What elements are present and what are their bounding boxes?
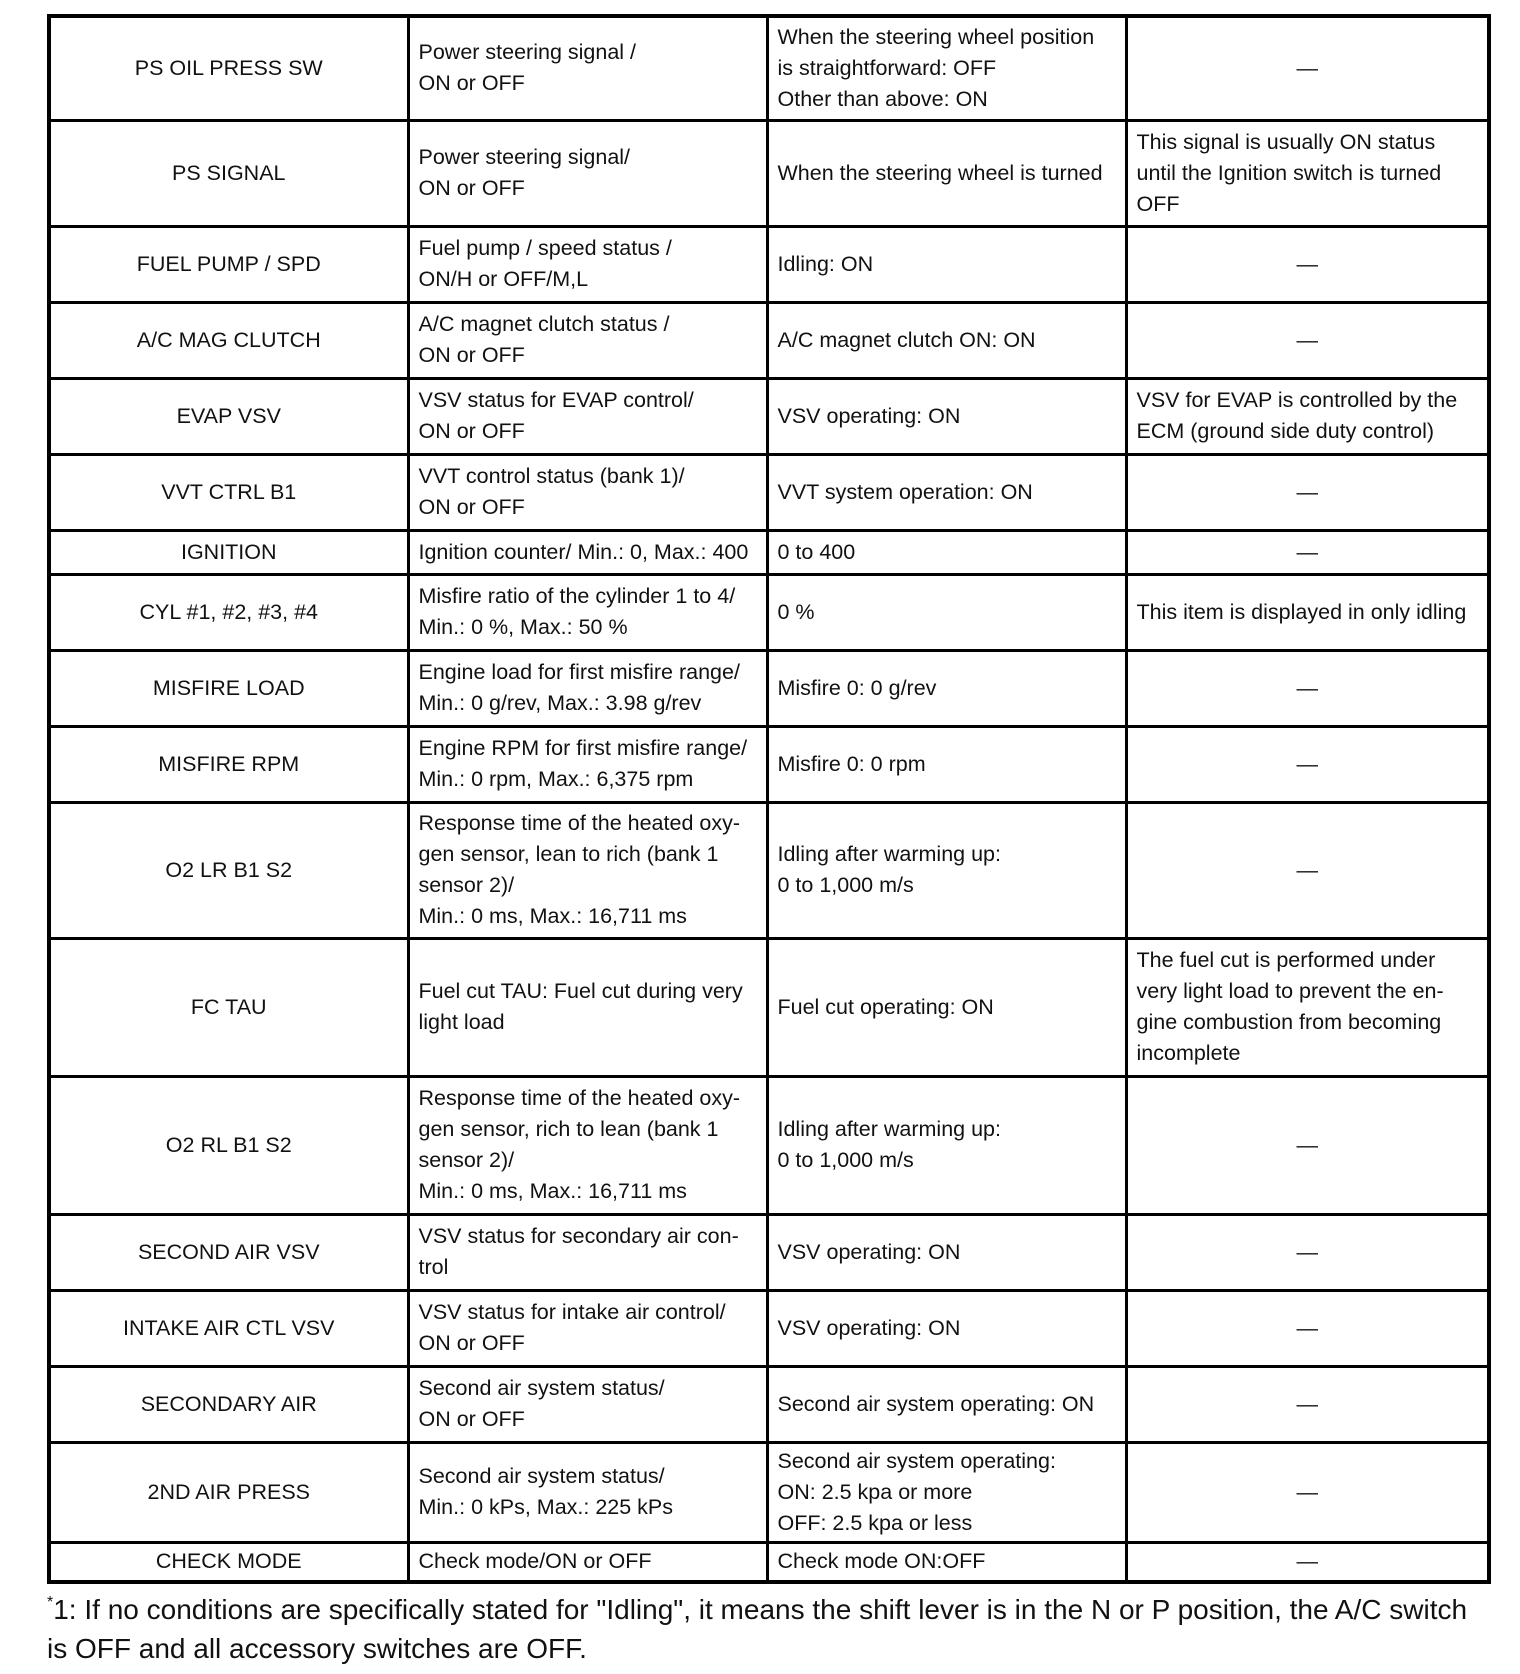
table-row bbox=[49, 574, 1489, 650]
measurement-item-cell: Second air system status/ ON or OFF bbox=[408, 1366, 767, 1442]
item-name-cell: 2ND AIR PRESS bbox=[49, 1442, 408, 1542]
diagnostic-note-cell: — bbox=[1126, 650, 1489, 726]
normal-condition-cell: Idling after warming up: 0 to 1,000 m/s bbox=[767, 1076, 1126, 1214]
measurement-item-cell: Engine RPM for first misfire range/ Min.: 0 rpm, Max.: 6,375 rpm bbox=[408, 726, 767, 802]
data-list-table bbox=[47, 14, 1491, 1584]
diagnostic-note-cell: — bbox=[1126, 1290, 1489, 1366]
footnote bbox=[47, 1590, 1487, 1668]
item-name-cell: VVT CTRL B1 bbox=[49, 454, 408, 530]
normal-condition-cell: Second air system operating: ON: 2.5 kpa or more OFF: 2.5 kpa or less bbox=[767, 1442, 1126, 1542]
measurement-item-cell: Power steering signal / ON or OFF bbox=[408, 16, 767, 120]
diagnostic-note-cell: — bbox=[1126, 530, 1489, 574]
table-row bbox=[49, 1366, 1489, 1442]
normal-condition-cell: Fuel cut operating: ON bbox=[767, 938, 1126, 1076]
item-name-cell: FC TAU bbox=[49, 938, 408, 1076]
table-body bbox=[49, 16, 1489, 1582]
measurement-item-cell: VSV status for secondary air con- trol bbox=[408, 1214, 767, 1290]
measurement-item-cell: Engine load for first misfire range/ Min.: 0 g/rev, Max.: 3.98 g/rev bbox=[408, 650, 767, 726]
footnote-marker: * bbox=[47, 1594, 54, 1611]
table-row bbox=[49, 1542, 1489, 1582]
item-name-cell: PS SIGNAL bbox=[49, 120, 408, 226]
normal-condition-cell: When the steering wheel position is straightforward: OFF Other than above: ON bbox=[767, 16, 1126, 120]
table-row bbox=[49, 302, 1489, 378]
diagnostic-note-cell: — bbox=[1126, 1366, 1489, 1442]
normal-condition-cell: A/C magnet clutch ON: ON bbox=[767, 302, 1126, 378]
normal-condition-cell: VSV operating: ON bbox=[767, 1290, 1126, 1366]
diagnostic-note-cell: — bbox=[1126, 1542, 1489, 1582]
normal-condition-cell: Misfire 0: 0 g/rev bbox=[767, 650, 1126, 726]
item-name-cell: O2 LR B1 S2 bbox=[49, 802, 408, 938]
diagnostic-note-cell: — bbox=[1126, 302, 1489, 378]
measurement-item-cell: A/C magnet clutch status / ON or OFF bbox=[408, 302, 767, 378]
normal-condition-cell: VVT system operation: ON bbox=[767, 454, 1126, 530]
measurement-item-cell: Response time of the heated oxy- gen sensor, lean to rich (bank 1 sensor 2)/ Min.: 0 ms, Max.: 16,711 ms bbox=[408, 802, 767, 938]
measurement-item-cell: Ignition counter/ Min.: 0, Max.: 400 bbox=[408, 530, 767, 574]
item-name-cell: CHECK MODE bbox=[49, 1542, 408, 1582]
table-row bbox=[49, 530, 1489, 574]
diagnostic-note-cell: This item is displayed in only idling bbox=[1126, 574, 1489, 650]
table-row bbox=[49, 650, 1489, 726]
measurement-item-cell: Power steering signal/ ON or OFF bbox=[408, 120, 767, 226]
diagnostic-note-cell: — bbox=[1126, 16, 1489, 120]
item-name-cell: MISFIRE RPM bbox=[49, 726, 408, 802]
normal-condition-cell: Second air system operating: ON bbox=[767, 1366, 1126, 1442]
item-name-cell: CYL #1, #2, #3, #4 bbox=[49, 574, 408, 650]
table-row bbox=[49, 226, 1489, 302]
table-row bbox=[49, 938, 1489, 1076]
table-row bbox=[49, 1214, 1489, 1290]
diagnostic-note-cell: — bbox=[1126, 1442, 1489, 1542]
normal-condition-cell: 0 to 400 bbox=[767, 530, 1126, 574]
diagnostic-note-cell: — bbox=[1126, 226, 1489, 302]
diagnostic-note-cell: VSV for EVAP is controlled by the ECM (ground side duty control) bbox=[1126, 378, 1489, 454]
table-row bbox=[49, 1442, 1489, 1542]
table-row bbox=[49, 120, 1489, 226]
diagnostic-note-cell: This signal is usually ON status until the Ignition switch is turned OFF bbox=[1126, 120, 1489, 226]
normal-condition-cell: Misfire 0: 0 rpm bbox=[767, 726, 1126, 802]
measurement-item-cell: Fuel pump / speed status / ON/H or OFF/M,L bbox=[408, 226, 767, 302]
item-name-cell: PS OIL PRESS SW bbox=[49, 16, 408, 120]
diagnostic-note-cell: The fuel cut is performed under very light load to prevent the en- gine combustion from becoming incomplete bbox=[1126, 938, 1489, 1076]
diagnostic-note-cell: — bbox=[1126, 1076, 1489, 1214]
measurement-item-cell: VSV status for intake air control/ ON or OFF bbox=[408, 1290, 767, 1366]
table-row bbox=[49, 16, 1489, 120]
item-name-cell: EVAP VSV bbox=[49, 378, 408, 454]
normal-condition-cell: VSV operating: ON bbox=[767, 378, 1126, 454]
table-row bbox=[49, 454, 1489, 530]
normal-condition-cell: When the steering wheel is turned bbox=[767, 120, 1126, 226]
footnote-text: 1: If no conditions are specifically stated for "Idling", it means the shift lever is in the N or P position, the A/C switch is OFF and all accessory switches are OFF. bbox=[47, 1594, 1468, 1664]
measurement-item-cell: VVT control status (bank 1)/ ON or OFF bbox=[408, 454, 767, 530]
table-row bbox=[49, 802, 1489, 938]
diagnostic-note-cell: — bbox=[1126, 1214, 1489, 1290]
measurement-item-cell: Second air system status/ Min.: 0 kPs, Max.: 225 kPs bbox=[408, 1442, 767, 1542]
measurement-item-cell: Response time of the heated oxy- gen sensor, rich to lean (bank 1 sensor 2)/ Min.: 0 ms, Max.: 16,711 ms bbox=[408, 1076, 767, 1214]
document-page bbox=[47, 14, 1487, 1668]
item-name-cell: FUEL PUMP / SPD bbox=[49, 226, 408, 302]
table-row bbox=[49, 1076, 1489, 1214]
item-name-cell: INTAKE AIR CTL VSV bbox=[49, 1290, 408, 1366]
normal-condition-cell: 0 % bbox=[767, 574, 1126, 650]
measurement-item-cell: Check mode/ON or OFF bbox=[408, 1542, 767, 1582]
item-name-cell: O2 RL B1 S2 bbox=[49, 1076, 408, 1214]
normal-condition-cell: Idling after warming up: 0 to 1,000 m/s bbox=[767, 802, 1126, 938]
item-name-cell: MISFIRE LOAD bbox=[49, 650, 408, 726]
normal-condition-cell: Check mode ON:OFF bbox=[767, 1542, 1126, 1582]
normal-condition-cell: Idling: ON bbox=[767, 226, 1126, 302]
normal-condition-cell: VSV operating: ON bbox=[767, 1214, 1126, 1290]
measurement-item-cell: VSV status for EVAP control/ ON or OFF bbox=[408, 378, 767, 454]
table-row bbox=[49, 1290, 1489, 1366]
item-name-cell: A/C MAG CLUTCH bbox=[49, 302, 408, 378]
measurement-item-cell: Fuel cut TAU: Fuel cut during very light load bbox=[408, 938, 767, 1076]
table-row bbox=[49, 726, 1489, 802]
item-name-cell: SECONDARY AIR bbox=[49, 1366, 408, 1442]
item-name-cell: IGNITION bbox=[49, 530, 408, 574]
item-name-cell: SECOND AIR VSV bbox=[49, 1214, 408, 1290]
diagnostic-note-cell: — bbox=[1126, 454, 1489, 530]
table-row bbox=[49, 378, 1489, 454]
diagnostic-note-cell: — bbox=[1126, 726, 1489, 802]
diagnostic-note-cell: — bbox=[1126, 802, 1489, 938]
measurement-item-cell: Misfire ratio of the cylinder 1 to 4/ Min.: 0 %, Max.: 50 % bbox=[408, 574, 767, 650]
